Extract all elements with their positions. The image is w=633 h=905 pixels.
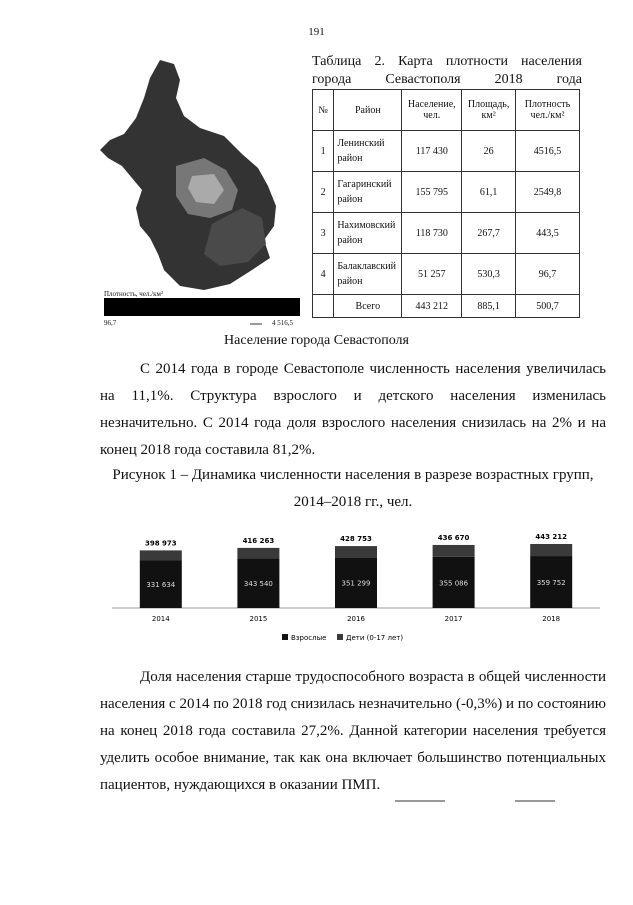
cell-district: Нахимовский район: [334, 213, 402, 254]
data-label-adults: 359 752: [536, 579, 566, 588]
cell-no: 3: [313, 213, 334, 254]
header-area: Площадь, км²: [462, 90, 516, 131]
data-label-total: 416 263: [242, 536, 275, 545]
table-header-row: [313, 90, 580, 131]
table-row: [313, 172, 580, 213]
header-density: Плотность чел./км²: [516, 90, 580, 131]
data-label-adults: 331 634: [146, 581, 176, 590]
total-area: 885,1: [462, 295, 516, 318]
legend-swatch-adults: [282, 634, 288, 640]
page-number: 191: [308, 26, 325, 38]
data-label-adults: 351 299: [341, 579, 371, 588]
x-tick-label: 2015: [249, 615, 268, 623]
bar-children-2015: [237, 548, 279, 559]
scan-speck: [250, 323, 262, 325]
bar-children-2016: [335, 546, 377, 557]
data-label-total: 443 212: [535, 533, 568, 541]
table-row: [313, 254, 580, 295]
cell-population: 51 257: [402, 254, 462, 295]
cell-no: 4: [313, 254, 334, 295]
cell-density: 443,5: [516, 213, 580, 254]
total-density: 500,7: [516, 295, 580, 318]
cell-no: 2: [313, 172, 334, 213]
map-legend-title: Плотность, чел./км²: [104, 290, 164, 298]
data-label-total: 436 670: [437, 533, 470, 542]
map-caption: Население города Севастополя: [224, 333, 409, 348]
cell-density: 2549,8: [516, 172, 580, 213]
total-population: 443 212: [402, 295, 462, 318]
header-no: №: [313, 90, 334, 131]
header-district: Район: [334, 90, 402, 131]
table-row: [313, 131, 580, 172]
table-row: [313, 213, 580, 254]
total-label: Всего: [334, 295, 402, 318]
header-population: Население, чел.: [402, 90, 462, 131]
data-label-adults: 343 540: [243, 580, 273, 589]
legend-label-adults: Взрослые: [291, 634, 327, 642]
cell-population: 155 795: [402, 172, 462, 213]
table-total-row: [313, 295, 580, 318]
map-legend-min: 96,7: [104, 319, 117, 327]
data-label-total: 428 753: [340, 535, 372, 544]
bar-children-2018: [530, 544, 572, 556]
cell-area: 61,1: [462, 172, 516, 213]
bar-children-2017: [433, 545, 475, 557]
cell-population: 118 730: [402, 213, 462, 254]
density-table: [312, 89, 580, 318]
data-label-total: 398 973: [144, 539, 177, 548]
legend-swatch-children: [337, 634, 343, 640]
table-caption: Таблица 2. Карта плотности населения города Севастополя 2018 года: [312, 54, 582, 87]
body-paragraph-1: С 2014 года в городе Севастополе численность населения увеличилась на 11,1%. Структура взрослого и детского населения изменилась незначительно. С 2014 года доля взрослого населения снизилась на 2% и на конец 2018 года составила 81,2%.: [100, 361, 606, 458]
x-tick-label: 2014: [151, 615, 170, 623]
map-legend-max: 4 516,5: [272, 319, 293, 327]
cell-area: 26: [462, 131, 516, 172]
bar-children-2014: [140, 550, 182, 560]
map-legend-colorbar: [104, 298, 300, 316]
scan-speck: [395, 800, 445, 802]
cell-population: 117 430: [402, 131, 462, 172]
cell-area: 267,7: [462, 213, 516, 254]
population-chart-svg: [112, 520, 600, 650]
cell-district: Ленинский район: [334, 131, 402, 172]
cell-no: 1: [313, 131, 334, 172]
population-chart: [112, 520, 600, 650]
cell-density: 4516,5: [516, 131, 580, 172]
cell-density: 96,7: [516, 254, 580, 295]
cell-district: Балаклавский район: [334, 254, 402, 295]
legend-label-children: Дети (0-17 лет): [346, 634, 404, 642]
cell-area: 530,3: [462, 254, 516, 295]
data-label-adults: 355 086: [439, 579, 469, 588]
cell-district: Гагаринский район: [334, 172, 402, 213]
x-tick-label: 2016: [347, 615, 365, 623]
x-tick-label: 2017: [444, 615, 463, 623]
cell-no-empty: [313, 295, 334, 318]
body-paragraph-2: Доля населения старше трудоспособного возраста в общей численности населения с 2014 по 2018 год снизилась незначительно (-0,3%) и по состоянию на конец 2018 года составила 27,2%. Данной категории населения требуется уделить особое внимание, так как она включает большинство потенциальных пациентов, нуждающихся в оказании ПМП.: [100, 669, 606, 793]
figure-caption: Рисунок 1 – Динамика численности населения в разрезе возрастных групп, 2014–2018 гг., чел.: [112, 467, 594, 510]
scan-speck: [515, 800, 555, 802]
x-tick-label: 2018: [542, 615, 561, 623]
